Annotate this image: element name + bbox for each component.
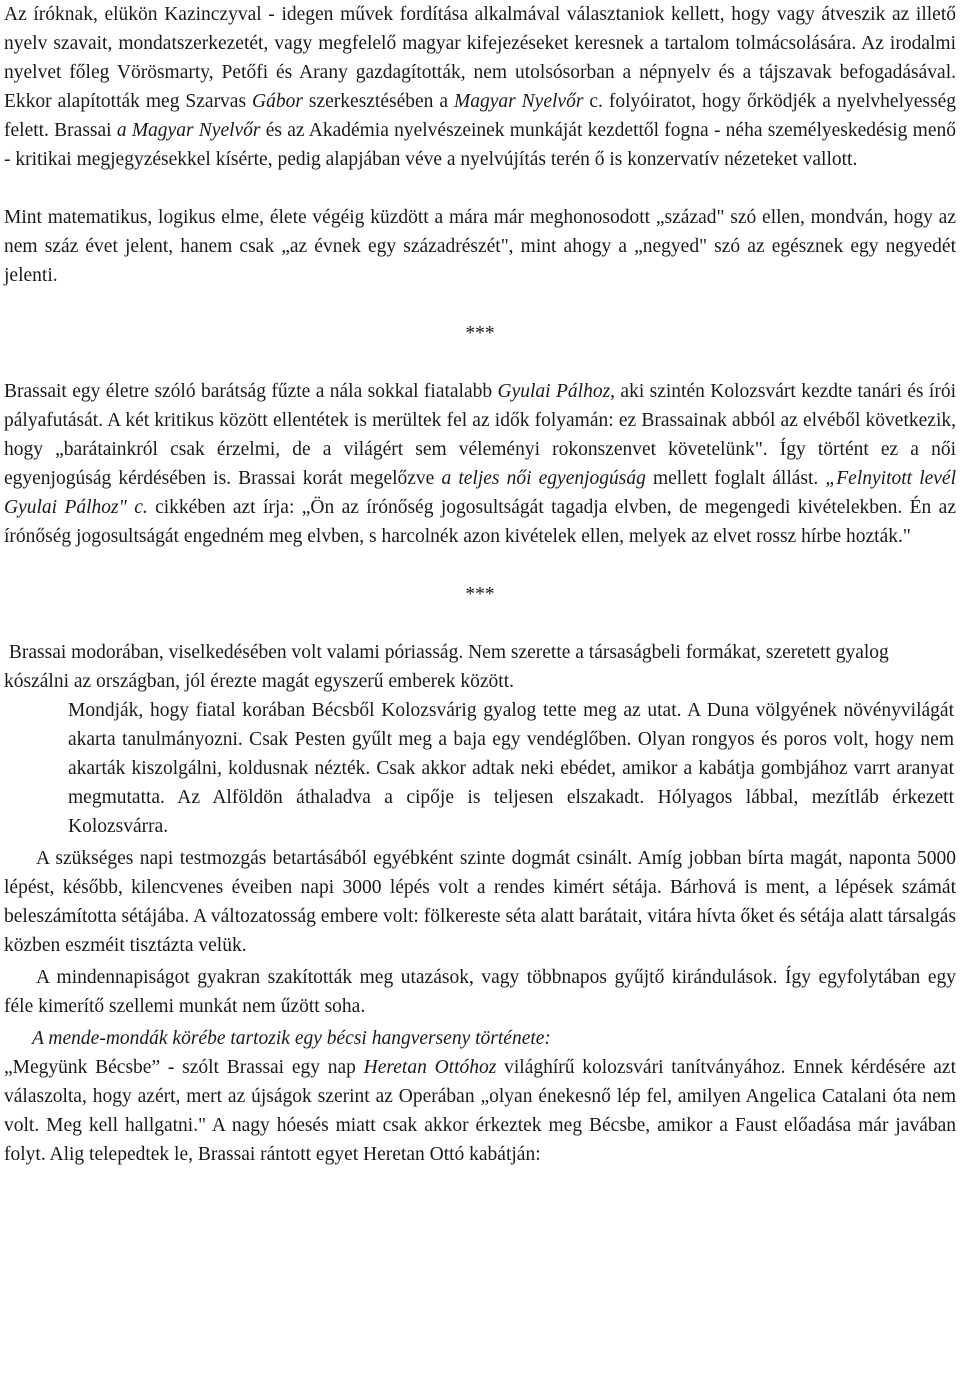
paragraph-gap — [0, 290, 960, 319]
section-separator: *** — [465, 323, 495, 344]
section-separator: *** — [465, 584, 495, 605]
paragraph-excursions: A mindennapiságot gyakran szakították meg utazások, vagy többnapos gyűjtő kirándulások. Így egyfolytában egy féle kimerítő szellemi munkát nem űzött soha. — [4, 967, 956, 1017]
italic-phrase: a teljes női egyenjogúság — [441, 468, 646, 489]
paragraph-daily-exercise: A szükséges napi testmozgás betartásából egyébként szinte dogmát csinált. Amíg jobban bírta magát, naponta 5000 lépést, később, kilencvenes éveiben napi 3000 lépés volt a rendes kimért sétája. Bárhová is ment, a lépések számát beleszámította sétájába. A változatosság embere volt: fölkereste séta alatt barátait, vitára hívta őket és sétája alatt társalgás közben eszméit tisztázta velük. — [4, 848, 956, 956]
paragraph-gap — [0, 551, 960, 580]
paragraph-gap — [0, 348, 960, 377]
italic-name: Gábor — [252, 91, 303, 112]
paragraph-language-reform — [0, 0, 960, 174]
paragraph-gyulai-friendship — [0, 377, 960, 551]
italic-name: Gyulai Pálhoz, — [497, 381, 616, 402]
text-span: Brassait egy életre szóló barátság fűzte a nála sokkal fiatalabb — [4, 381, 498, 402]
paragraph-manners: Brassai modorában, viselkedésében volt valami póriasság. Nem szerette a társaságbeli formákat, szeretett gyalog kószálni az országban, jól érezte magát egyszerű emberek között. — [4, 642, 894, 692]
italic-name: Heretan Ottóhoz — [363, 1057, 497, 1078]
text-span: aki szintén Kolozsvárt kezdte tanári és írói pályafutását. A két kritikus között ellentétek is merültek fel az idők folyamán: ez Brassainak abból az elvéből következik, hogy „barátainkról csak érzelmi, de a világért sem véleményi rokonszenvet követelünk". Így történt ez a női egyenjogúság kérdésében is. Brassai korát megelőzve — [4, 381, 956, 489]
paragraph-gap — [0, 609, 960, 638]
paragraph-vienna-concert — [0, 1053, 960, 1169]
text-span: és az Akadémia nyelvészeinek munkáját kezdettől fogna - néha személyeskedésig menő - kritikai megjegyzésekkel kísérte, pedig alapjában véve a nyelvújítás terén ő is konzervatív nézeteket vallott. — [4, 120, 956, 170]
text-span: cikkében azt írja: „Ön az írónőség jogosultságát tagadja elvben, de megengedi kivételekben. Én az írónőség jogosultságát engedném meg elvben, s harcolnék azon kivételek ellen, melyek az elvet rossz hírbe hozták." — [4, 497, 956, 547]
paragraph-gap — [0, 174, 960, 203]
text-span: világhírű kolozsvári tanítványához. Ennek kérdésére azt válaszolta, hogy azért, mert az újságok szerint az Operában „olyan énekesnő lép fel, amilyen Angelica Catalani óta nem volt. Meg kell hallgatni." A nagy hóesés miatt csak akkor érkeztek meg Bécsbe, amikor a Faust előadása már javában folyt. Alig telepedtek le, Brassai rántott egyet Heretan Ottó kabátján: — [4, 1057, 956, 1165]
paragraph-anecdote-intro — [0, 1024, 960, 1053]
paragraph-walk-vienna: Mondják, hogy fiatal korában Bécsből Kolozsvárig gyalog tette meg az utat. A Duna völgyének növényvilágát akarta tanulmányozni. Csak Pesten gyűlt meg a baja egy vendéglőben. Olyan rongyos és poros volt, hogy nem akarták kiszolgálni, koldusnak nézték. Csak akkor adtak neki ebédet, amikor a kabátja gombjához varrt aranyat megmutatta. Az Alföldön áthaladva a cipője is teljesen elszakadt. Hólyagos lábbal, mezítláb érkezett Kolozsvárra. — [68, 700, 954, 837]
text-span: c. folyóiratot, hogy őrködjék a nyelvhelyesség felett. Brassai — [4, 91, 956, 141]
text-span: „Megyünk Bécsbe” - szólt Brassai egy nap — [4, 1057, 364, 1078]
italic-intro: A mende-mondák körébe tartozik egy bécsi hangverseny története: — [32, 1028, 551, 1049]
text-span: mellett foglalt állást. — [645, 468, 826, 489]
italic-journal-title: a Magyar Nyelvőr — [116, 120, 261, 141]
italic-article-title: „Felnyitott levél Gyulai Pálhoz" c. — [4, 468, 956, 518]
paragraph-szazad-word: Mint matematikus, logikus elme, élete végéig küzdött a mára már meghonosodott „század" szó ellen, mondván, hogy az nem száz évet jelent, hanem csak „az évnek egy századrészét", mint ahogy a „negyed" szó az egésznek egy negyedét jelenti. — [4, 207, 956, 286]
text-span: Az íróknak, elükön Kazinczyval - idegen művek fordítása alkalmával választaniok kellett, hogy vagy átveszik az illető nyelv szavait, mondatszerkezetét, vagy megfelelő magyar kifejezéseket keresnek a tartalom tolmácsolására. Az irodalmi nyelvet főleg Vörösmarty, Petőfi és Arany gazdagították, nem utolsósorban a népnyelv és a tájszavak befogadásával. Ekkor alapították meg Szarvas — [4, 4, 956, 112]
text-span: szerkesztésében a — [302, 91, 454, 112]
italic-journal-title: Magyar Nyelvőr — [453, 91, 584, 112]
